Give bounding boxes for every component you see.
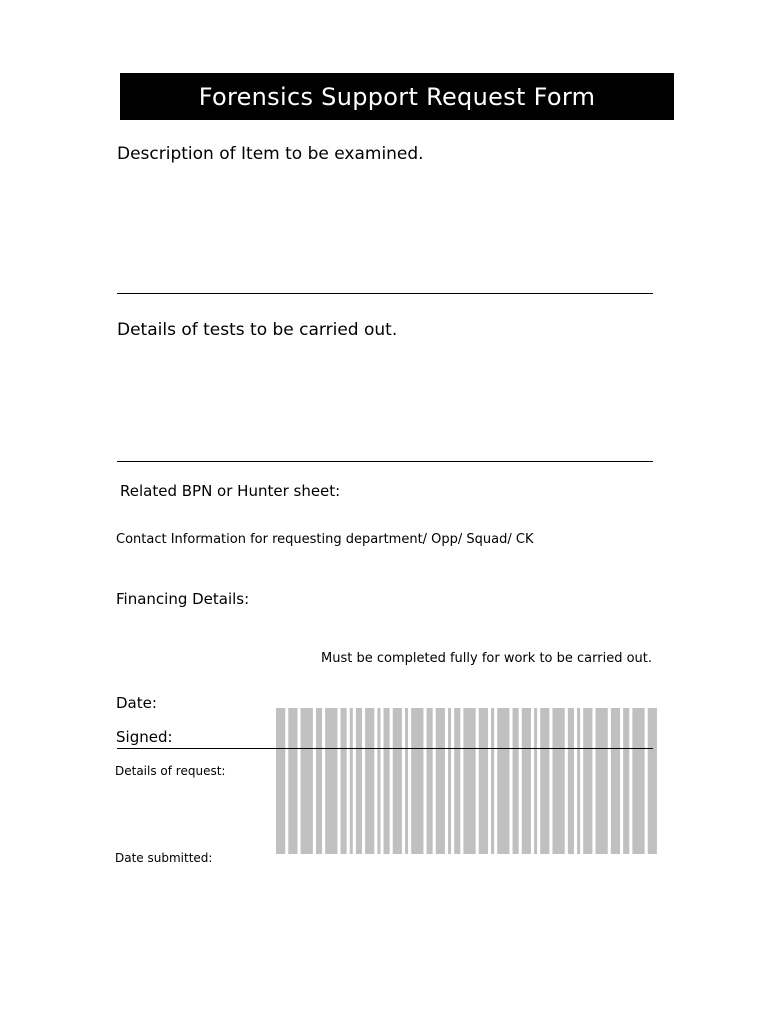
barcode-bar	[427, 708, 433, 854]
barcode-bar	[316, 708, 322, 854]
date-label: Date:	[116, 694, 157, 712]
barcode-bar	[611, 708, 620, 854]
barcode-bar	[463, 708, 475, 854]
barcode-bar	[454, 708, 460, 854]
barcode-bar	[583, 708, 592, 854]
signature-line	[117, 748, 653, 749]
barcode-bar	[276, 708, 285, 854]
barcode	[276, 708, 660, 854]
barcode-bar	[479, 708, 488, 854]
tests-divider	[117, 461, 653, 462]
barcode-bar	[568, 708, 574, 854]
barcode-bar	[513, 708, 519, 854]
signed-label: Signed:	[116, 728, 173, 746]
barcode-bar	[436, 708, 445, 854]
barcode-bar	[623, 708, 629, 854]
barcode-bar	[393, 708, 402, 854]
barcode-bar	[534, 708, 537, 854]
barcode-bar	[325, 708, 337, 854]
barcode-bar	[288, 708, 297, 854]
barcode-bar	[384, 708, 390, 854]
barcode-bar	[497, 708, 509, 854]
description-heading: Description of Item to be examined.	[117, 144, 424, 164]
barcode-bar	[341, 708, 347, 854]
completion-notice: Must be completed fully for work to be carried out.	[321, 651, 652, 666]
related-bpn-label: Related BPN or Hunter sheet:	[120, 482, 341, 500]
barcode-graphic	[276, 708, 660, 854]
barcode-bar	[595, 708, 607, 854]
barcode-bar	[350, 708, 353, 854]
barcode-bar	[577, 708, 580, 854]
barcode-bar	[356, 708, 362, 854]
barcode-bar	[632, 708, 644, 854]
financing-details-label: Financing Details:	[116, 590, 250, 608]
barcode-bar	[491, 708, 494, 854]
date-submitted-label: Date submitted:	[115, 851, 213, 865]
barcode-bar	[411, 708, 423, 854]
barcode-bar	[522, 708, 531, 854]
barcode-bar	[377, 708, 380, 854]
barcode-bar	[540, 708, 549, 854]
barcode-bar	[405, 708, 408, 854]
barcode-bar	[301, 708, 313, 854]
barcode-bar	[448, 708, 451, 854]
description-divider	[117, 293, 653, 294]
barcode-bar	[552, 708, 564, 854]
barcode-bar	[648, 708, 657, 854]
tests-heading: Details of tests to be carried out.	[117, 320, 398, 340]
request-details-label: Details of request:	[115, 764, 226, 778]
form-title: Forensics Support Request Form	[120, 73, 674, 120]
contact-info-label: Contact Information for requesting department/ Opp/ Squad/ CK	[116, 532, 534, 547]
barcode-bar	[365, 708, 374, 854]
